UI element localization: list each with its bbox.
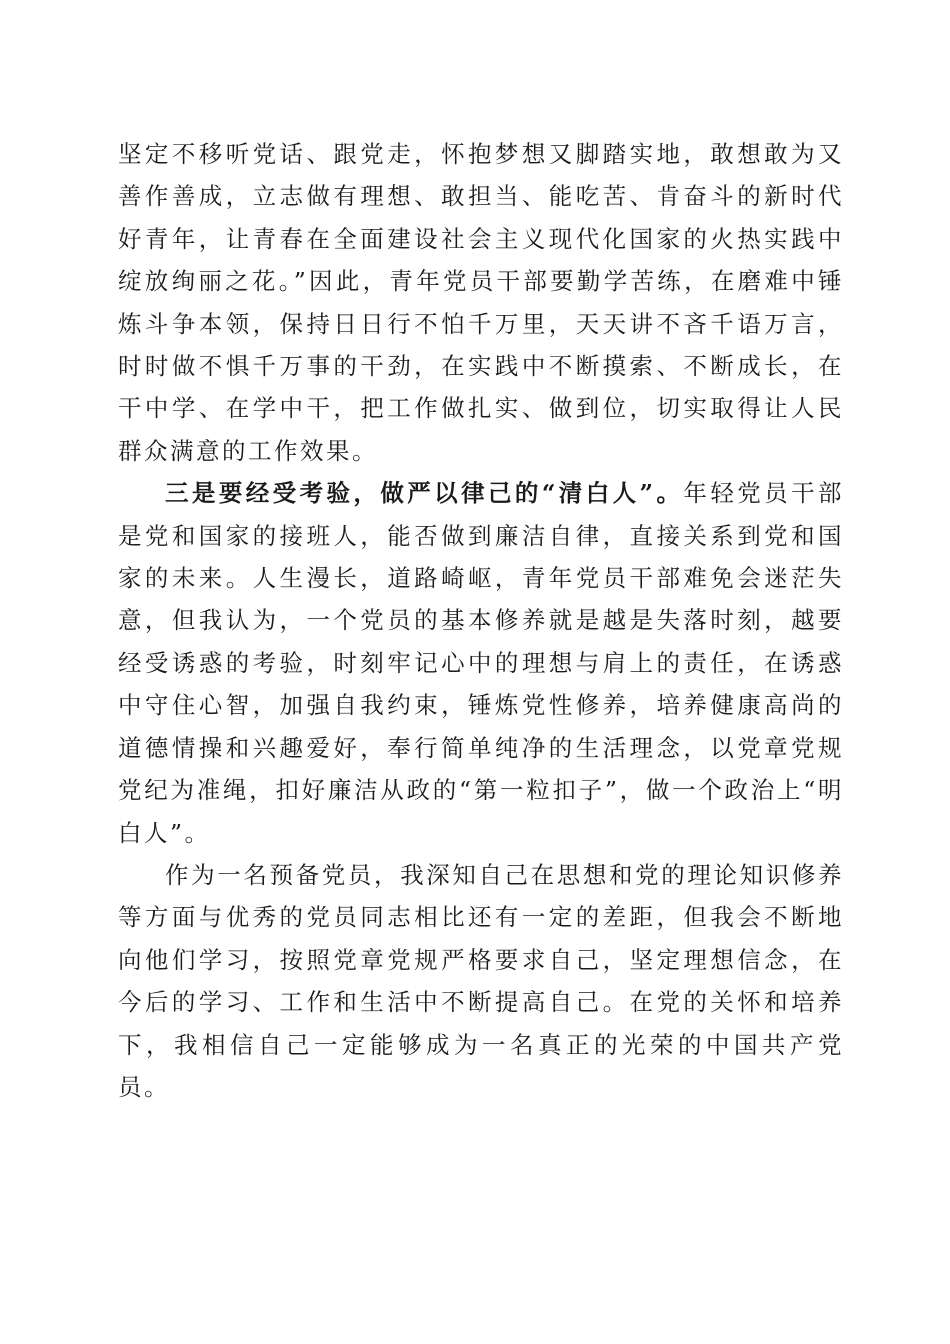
paragraph-text: 坚定不移听党话、跟党走，怀抱梦想又脚踏实地，敢想敢为又善作善成，立志做有理想、敢担当、能吃苦、肯奋斗的新时代好青年，让青春在全面建设社会主义现代化国家的火热实践中绽放绚丽之花。”因此，青年党员干部要勤学苦练，在磨难中锤炼斗争本领，保持日日行不怕千万里，天天讲不吝千语万言，时时做不惧千万事的干劲，在实践中不断摸索、不断成长，在干中学、在学中干，把工作做扎实、做到位，切实取得让人民群众满意的工作效果。 bbox=[118, 140, 844, 465]
document-body bbox=[118, 133, 844, 1108]
paragraph-point-three bbox=[118, 472, 844, 854]
paragraph-heading: 三是要经受考验，做严以律己的“清白人”。 bbox=[165, 479, 684, 508]
paragraph-conclusion bbox=[118, 854, 844, 1108]
paragraph-continuation bbox=[118, 133, 844, 472]
paragraph-text: 年轻党员干部是党和国家的接班人，能否做到廉洁自律，直接关系到党和国家的未来。人生漫长，道路崎岖，青年党员干部难免会迷茫失意，但我认为，一个党员的基本修养就是越是失落时刻，越要经受诱惑的考验，时刻牢记心中的理想与肩上的责任，在诱惑中守住心智，加强自我约束，锤炼党性修养，培养健康高尚的道德情操和兴趣爱好，奉行简单纯净的生活理念，以党章党规党纪为准绳，扣好廉洁从政的“第一粒扣子”，做一个政治上“明白人”。 bbox=[118, 479, 844, 847]
paragraph-text: 作为一名预备党员，我深知自己在思想和党的理论知识修养等方面与优秀的党员同志相比还有一定的差距，但我会不断地向他们学习，按照党章党规严格要求自己，坚定理想信念，在今后的学习、工作和生活中不断提高自己。在党的关怀和培养下，我相信自己一定能够成为一名真正的光荣的中国共产党员。 bbox=[118, 860, 844, 1101]
